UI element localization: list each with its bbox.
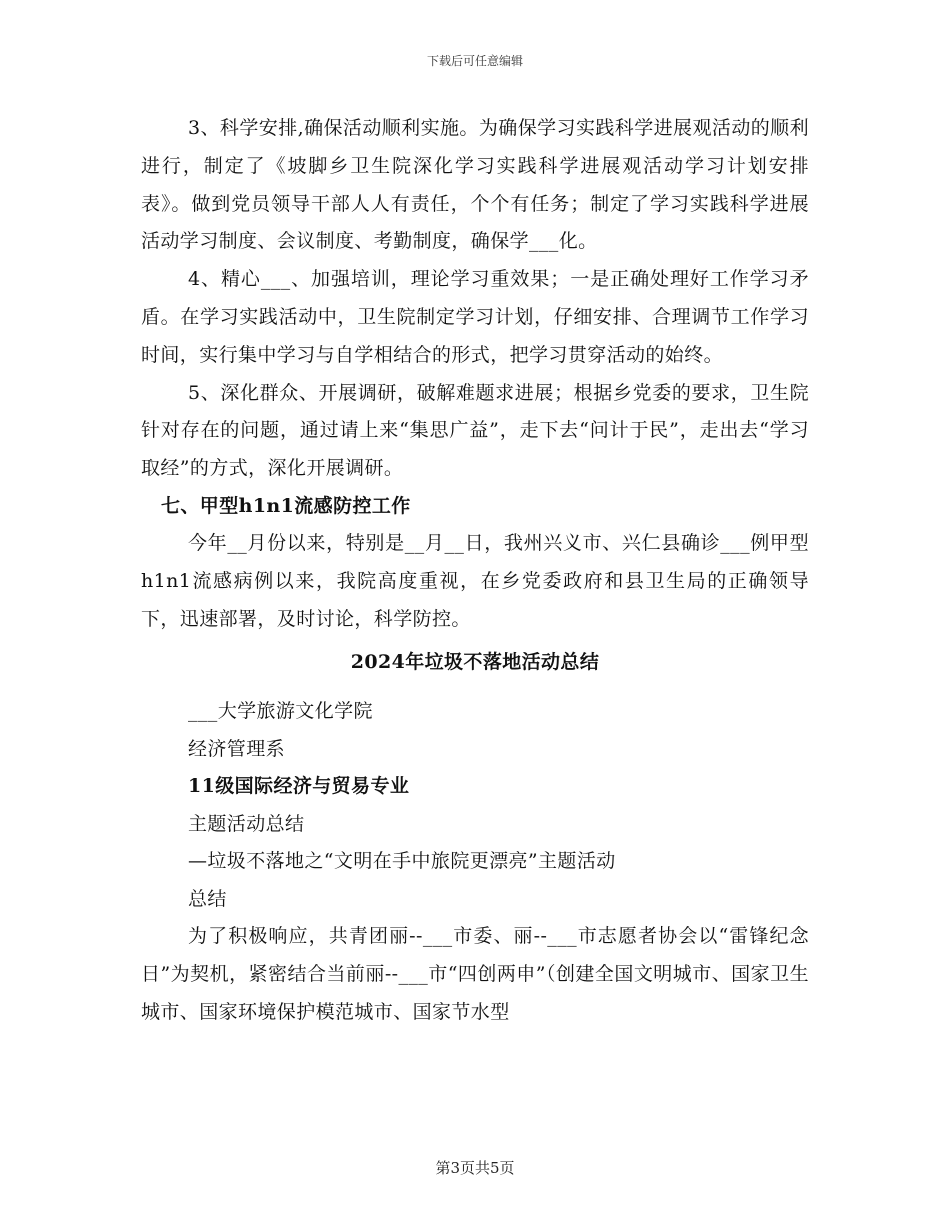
summary-line: 总结 xyxy=(188,887,227,910)
school-line: ___大学旅游文化学院 xyxy=(188,700,373,723)
paragraph-item-4: 4、精心___、加强培训，理论学习重效果；一是正确处理好工作学习矛盾。在学习实践活动中，卫生院制定学习计划，仔细安排、合理调节工作学习时间，实行集中学习与自学相结合的形式，把学习贯穿活动的始终。 xyxy=(141,268,809,366)
section-heading-h1n1: 七、甲型h1n1流感防控工作 xyxy=(161,494,411,517)
subtitle-line: —垃圾不落地之“文明在手中旅院更漂亮”主题活动 xyxy=(188,850,616,873)
paragraph-item-3: 3、科学安排,确保活动顺利实施。为确保学习实践科学进展观活动的顺利进行，制定了《坡脚乡卫生院深化学习实践科学进展观活动学习计划安排表》。做到党员领导干部人人有责任，个个有任务；制定了学习实践科学进展活动学习制度、会议制度、考勤制度，确保学___化。 xyxy=(141,117,809,253)
page-number-footer: 第3页共5页 xyxy=(435,1159,515,1177)
major-line: 11级国际经济与贸易专业 xyxy=(188,775,410,798)
page-header: 下载后可任意编辑 xyxy=(426,54,523,68)
paragraph-h1n1: 今年__月份以来，特别是__月__日，我州兴义市、兴仁县确诊___例甲型h1n1流感病例以来，我院高度重视，在乡党委政府和县卫生局的正确领导下，迅速部署，及时讨论，科学防控。 xyxy=(141,531,809,630)
document-title: 2024年垃圾不落地活动总结 xyxy=(350,651,600,674)
document-body xyxy=(141,110,809,1032)
theme-line: 主题活动总结 xyxy=(188,812,305,835)
department-line: 经济管理系 xyxy=(188,737,286,760)
paragraph-activity: 为了积极响应，共青团丽--___市委、丽--___市志愿者协会以“雷锋纪念日”为契机，紧密结合当前丽--___市“四创两申”（创建全国文明城市、国家卫生城市、国家环境保护模范城市、国家节水型 xyxy=(141,925,809,1023)
paragraph-item-5: 5、深化群众、开展调研，破解难题求进展；根据乡党委的要求，卫生院针对存在的问题，通过请上来“集思广益”，走下去“问计于民”，走出去“学习取经”的方式，深化开展调研。 xyxy=(141,381,809,480)
